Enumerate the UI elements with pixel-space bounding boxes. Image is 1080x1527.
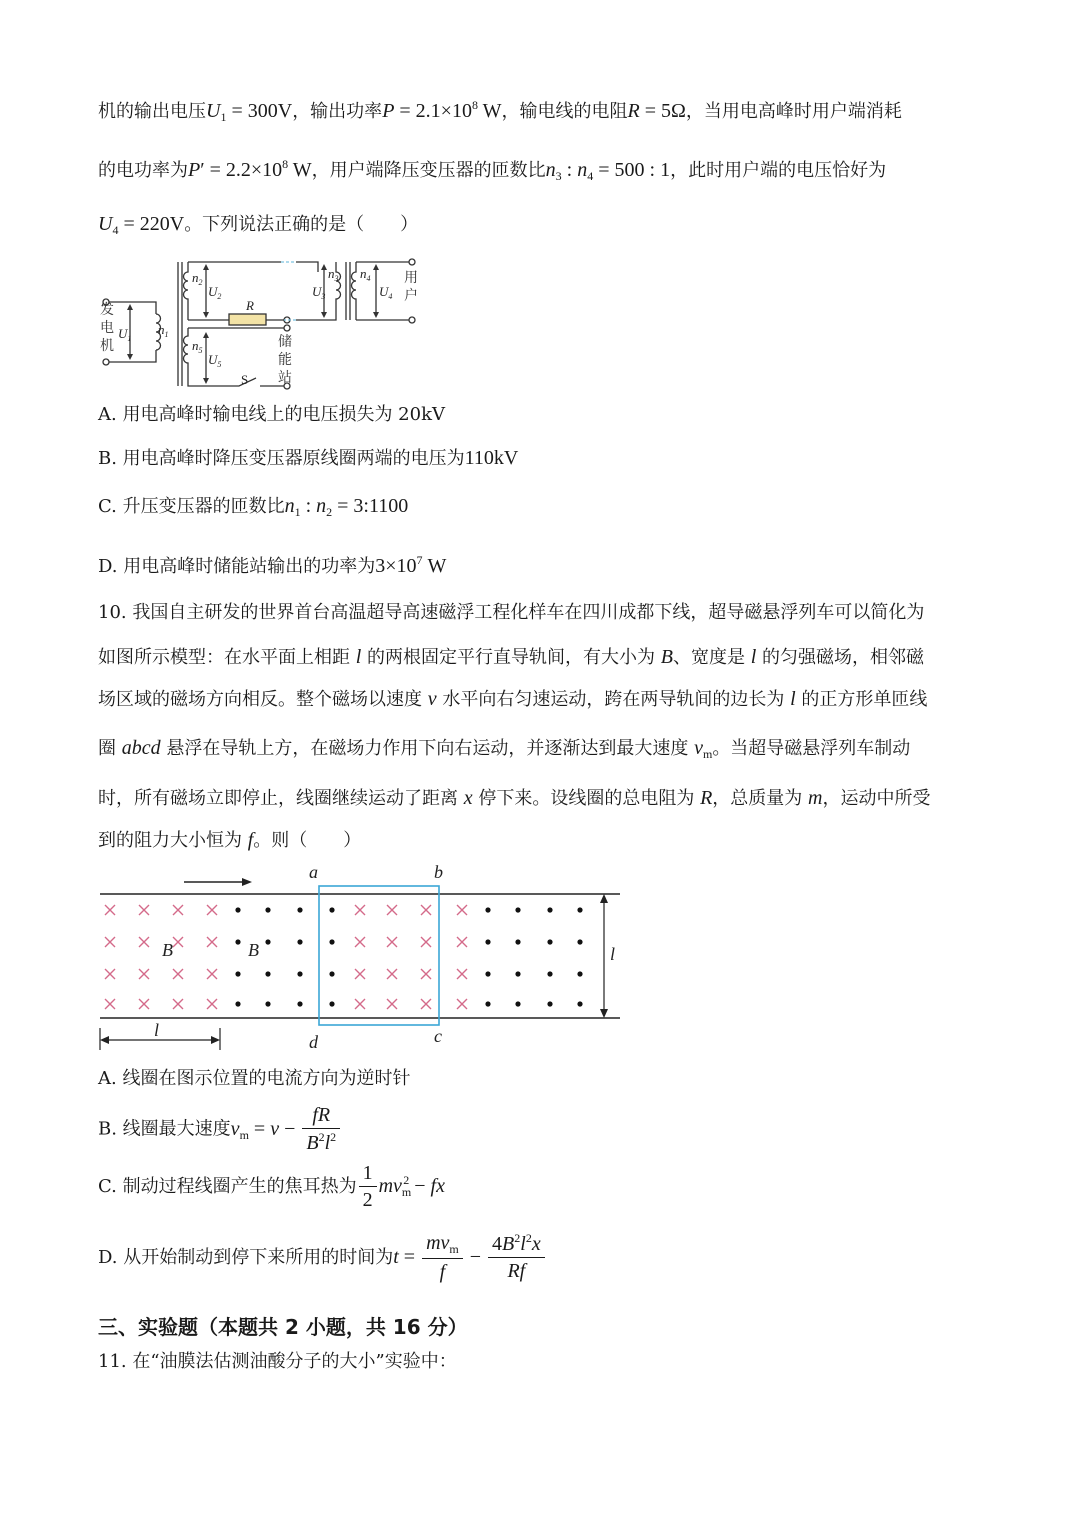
width-l-label: l xyxy=(610,944,616,964)
field-into-page-mark xyxy=(387,999,397,1009)
field-out-of-page-mark xyxy=(329,971,334,976)
storage-label-1: 储 xyxy=(278,335,292,350)
q9-option-a: A. 用电高峰时输电线上的电压损失为 20kV xyxy=(98,404,445,425)
field-B-label-1: B xyxy=(162,940,173,960)
field-into-page-mark xyxy=(355,937,365,947)
field-out-of-page-mark xyxy=(485,939,490,944)
field-out-of-page-mark xyxy=(547,971,552,976)
field-out-of-page-mark xyxy=(297,1001,302,1006)
field-out-of-page-mark xyxy=(577,1001,582,1006)
field-into-page-mark xyxy=(355,969,365,979)
field-out-of-page-mark xyxy=(329,939,334,944)
field-into-page-mark xyxy=(173,999,183,1009)
field-out-of-page-mark xyxy=(485,971,490,976)
generator-label-2: 电 xyxy=(100,321,114,336)
label-R: R xyxy=(246,298,254,313)
q10-option-b: B. 线圈最大速度$v_m = v$ − $\frac{fR}{B^2l^2}$ xyxy=(98,1104,342,1155)
q10-line-4: 圈 abcd 悬浮在导轨上方，在磁场力作用下向右运动，并逐渐达到最大速度 $v_m$。当超导磁悬浮列车制动 xyxy=(98,737,911,761)
field-out-of-page-mark xyxy=(485,1001,490,1006)
field-out-of-page-mark xyxy=(235,971,240,976)
frac-4B2l2x-Rf: $\frac{4B^2l^2x}{Rf}$ xyxy=(488,1232,545,1283)
field-into-page-mark xyxy=(173,969,183,979)
field-B-label-2: B xyxy=(248,940,259,960)
svg-text:U4: $U_4$ xyxy=(379,284,393,301)
frac-mvm-f: $\frac{mv_m}{f}$ xyxy=(422,1232,463,1284)
field-out-of-page-mark xyxy=(515,939,520,944)
q10-option-c: C. 制动过程线圈产生的焦耳热为 $\frac{1}{2}$ $mv_m^2$ − fx xyxy=(98,1162,445,1211)
field-into-page-mark xyxy=(387,969,397,979)
q9-line-3: $U_4 = 220V$。下列说法正确的是（ ） xyxy=(98,213,419,237)
frac-one-half: $\frac{1}{2}$ xyxy=(359,1162,377,1212)
q9-line-1: 机的输出电压$U_1 = 300V$，输出功率$P = 2.1\times 10^8$ W，输电线的电阻R = 5Ω，当用电高峰时用户端消耗 xyxy=(98,98,902,124)
q9-option-c: C. 升压变压器的匝数比$n_1$ : $n_2$ = 3:1100 xyxy=(98,495,409,519)
field-into-page-mark xyxy=(355,905,365,915)
field-out-of-page-mark xyxy=(329,1001,334,1006)
field-out-of-page-mark xyxy=(297,939,302,944)
q10-line-6: 到的阻力大小恒为 f。则（ ） xyxy=(98,829,362,851)
field-into-page-mark xyxy=(105,937,115,947)
storage-label-3: 站 xyxy=(278,371,292,386)
field-out-of-page-mark xyxy=(265,907,270,912)
field-into-page-mark xyxy=(457,969,467,979)
field-into-page-mark xyxy=(173,937,183,947)
field-into-page-mark xyxy=(105,969,115,979)
field-out-of-page-mark xyxy=(515,971,520,976)
q10-option-a: A. 线圈在图示位置的电流方向为逆时针 xyxy=(98,1068,411,1089)
field-into-page-mark xyxy=(421,937,431,947)
field-into-page-mark xyxy=(387,905,397,915)
svg-text:U5: $U_5$ xyxy=(208,352,222,369)
field-out-of-page-mark xyxy=(515,907,520,912)
generator-label-3: 机 xyxy=(100,339,114,354)
field-out-of-page-mark xyxy=(265,939,270,944)
field-into-page-mark xyxy=(457,937,467,947)
q11-line: 11. 在“油膜法估测油酸分子的大小”实验中： xyxy=(98,1351,457,1372)
field-out-of-page-mark xyxy=(235,1001,240,1006)
field-into-page-mark xyxy=(105,999,115,1009)
field-out-of-page-mark xyxy=(577,939,582,944)
q10-line-5: 时，所有磁场立即停止，线圈继续运动了距离 x 停下来。设线圈的总电阻为 R，总质量为 m，运动中所受 xyxy=(98,787,931,809)
field-into-page-mark xyxy=(421,905,431,915)
user-label-1: 用 xyxy=(404,271,418,286)
field-out-of-page-mark xyxy=(485,907,490,912)
field-into-page-mark xyxy=(139,905,149,915)
field-into-page-mark xyxy=(105,905,115,915)
field-out-of-page-mark xyxy=(235,939,240,944)
field-out-of-page-mark xyxy=(297,907,302,912)
field-into-page-mark xyxy=(355,999,365,1009)
field-into-page-mark xyxy=(421,969,431,979)
field-out-of-page-mark xyxy=(515,1001,520,1006)
field-into-page-mark xyxy=(457,999,467,1009)
svg-text:n2: $n_2$ xyxy=(192,270,203,287)
field-out-of-page-mark xyxy=(265,1001,270,1006)
user-label-2: 户 xyxy=(404,289,418,304)
q10-line-1: 10. 我国自主研发的世界首台高温超导高速磁浮工程化样车在四川成都下线，超导磁悬浮列车可以简化为 xyxy=(98,602,925,623)
field-into-page-mark xyxy=(387,937,397,947)
svg-text:U1: $U_1$ xyxy=(118,326,132,343)
svg-text:U3: $U_3$ xyxy=(312,284,326,301)
field-into-page-mark xyxy=(421,999,431,1009)
corner-d-label: d xyxy=(309,1032,318,1052)
field-into-page-mark xyxy=(457,905,467,915)
field-into-page-mark xyxy=(207,937,217,947)
magnetic-field-marks xyxy=(105,905,583,1009)
field-out-of-page-mark xyxy=(547,1001,552,1006)
field-out-of-page-mark xyxy=(265,971,270,976)
q10-line-2: 如图所示模型：在水平面上相距 l 的两根固定平行直导轨间，有大小为 B、宽度是 l 的匀强磁场，相邻磁 xyxy=(98,646,924,668)
storage-label-2: 能 xyxy=(278,353,292,368)
switch-S-label: S xyxy=(241,372,249,387)
coil-abcd xyxy=(319,886,439,1025)
field-out-of-page-mark xyxy=(297,971,302,976)
svg-text:U2: $U_2$ xyxy=(208,284,222,301)
field-out-of-page-mark xyxy=(547,907,552,912)
svg-text:n1: $n_1$ xyxy=(158,322,169,339)
frac-fR-B2l2: $\frac{fR}{B^2l^2}$ xyxy=(302,1104,340,1155)
maglev-field-diagram xyxy=(96,860,636,1056)
svg-text:n4: $n_4$ xyxy=(360,266,371,283)
generator-label-1: 发 xyxy=(100,303,114,318)
field-into-page-mark xyxy=(139,969,149,979)
q9-option-b: B. 用电高峰时降压变压器原线圈两端的电压为110kV xyxy=(98,447,519,469)
svg-text:n5: $n_5$ xyxy=(192,338,203,355)
resistor-R xyxy=(229,314,266,325)
corner-c-label: c xyxy=(434,1026,442,1046)
field-into-page-mark xyxy=(173,905,183,915)
power-transmission-diagram xyxy=(96,252,436,394)
length-l-label: l xyxy=(154,1020,160,1040)
field-out-of-page-mark xyxy=(235,907,240,912)
section-heading: 三、实验题（本题共 2 小题，共 16 分） xyxy=(98,1315,468,1339)
corner-b-label: b xyxy=(434,862,443,882)
field-out-of-page-mark xyxy=(577,971,582,976)
field-into-page-mark xyxy=(207,905,217,915)
q10-line-3: 场区域的磁场方向相反。整个磁场以速度 v 水平向右匀速运动，跨在两导轨间的边长为 l 的正方形单匝线 xyxy=(98,688,928,710)
q9-line-2: 的电功率为$P' = 2.2\times 10^8$ W，用户端降压变压器的匝数比$n_3$ : $n_4 = 500$ : 1，此时用户端的电压恰好为 xyxy=(98,157,887,183)
field-out-of-page-mark xyxy=(547,939,552,944)
q9-option-d: D. 用电高峰时储能站输出的功率为$3\times 10^7$ W xyxy=(98,553,447,577)
field-into-page-mark xyxy=(139,999,149,1009)
corner-a-label: a xyxy=(309,862,318,882)
field-out-of-page-mark xyxy=(577,907,582,912)
svg-text:n3: $n_3$ xyxy=(328,266,339,283)
field-into-page-mark xyxy=(139,937,149,947)
field-into-page-mark xyxy=(207,999,217,1009)
field-into-page-mark xyxy=(207,969,217,979)
field-out-of-page-mark xyxy=(329,907,334,912)
q10-option-d: D. 从开始制动到停下来所用的时间为t = $\frac{mv_m}{f}$ − $\frac{4B^2l^2x}{Rf}$ xyxy=(98,1232,547,1284)
